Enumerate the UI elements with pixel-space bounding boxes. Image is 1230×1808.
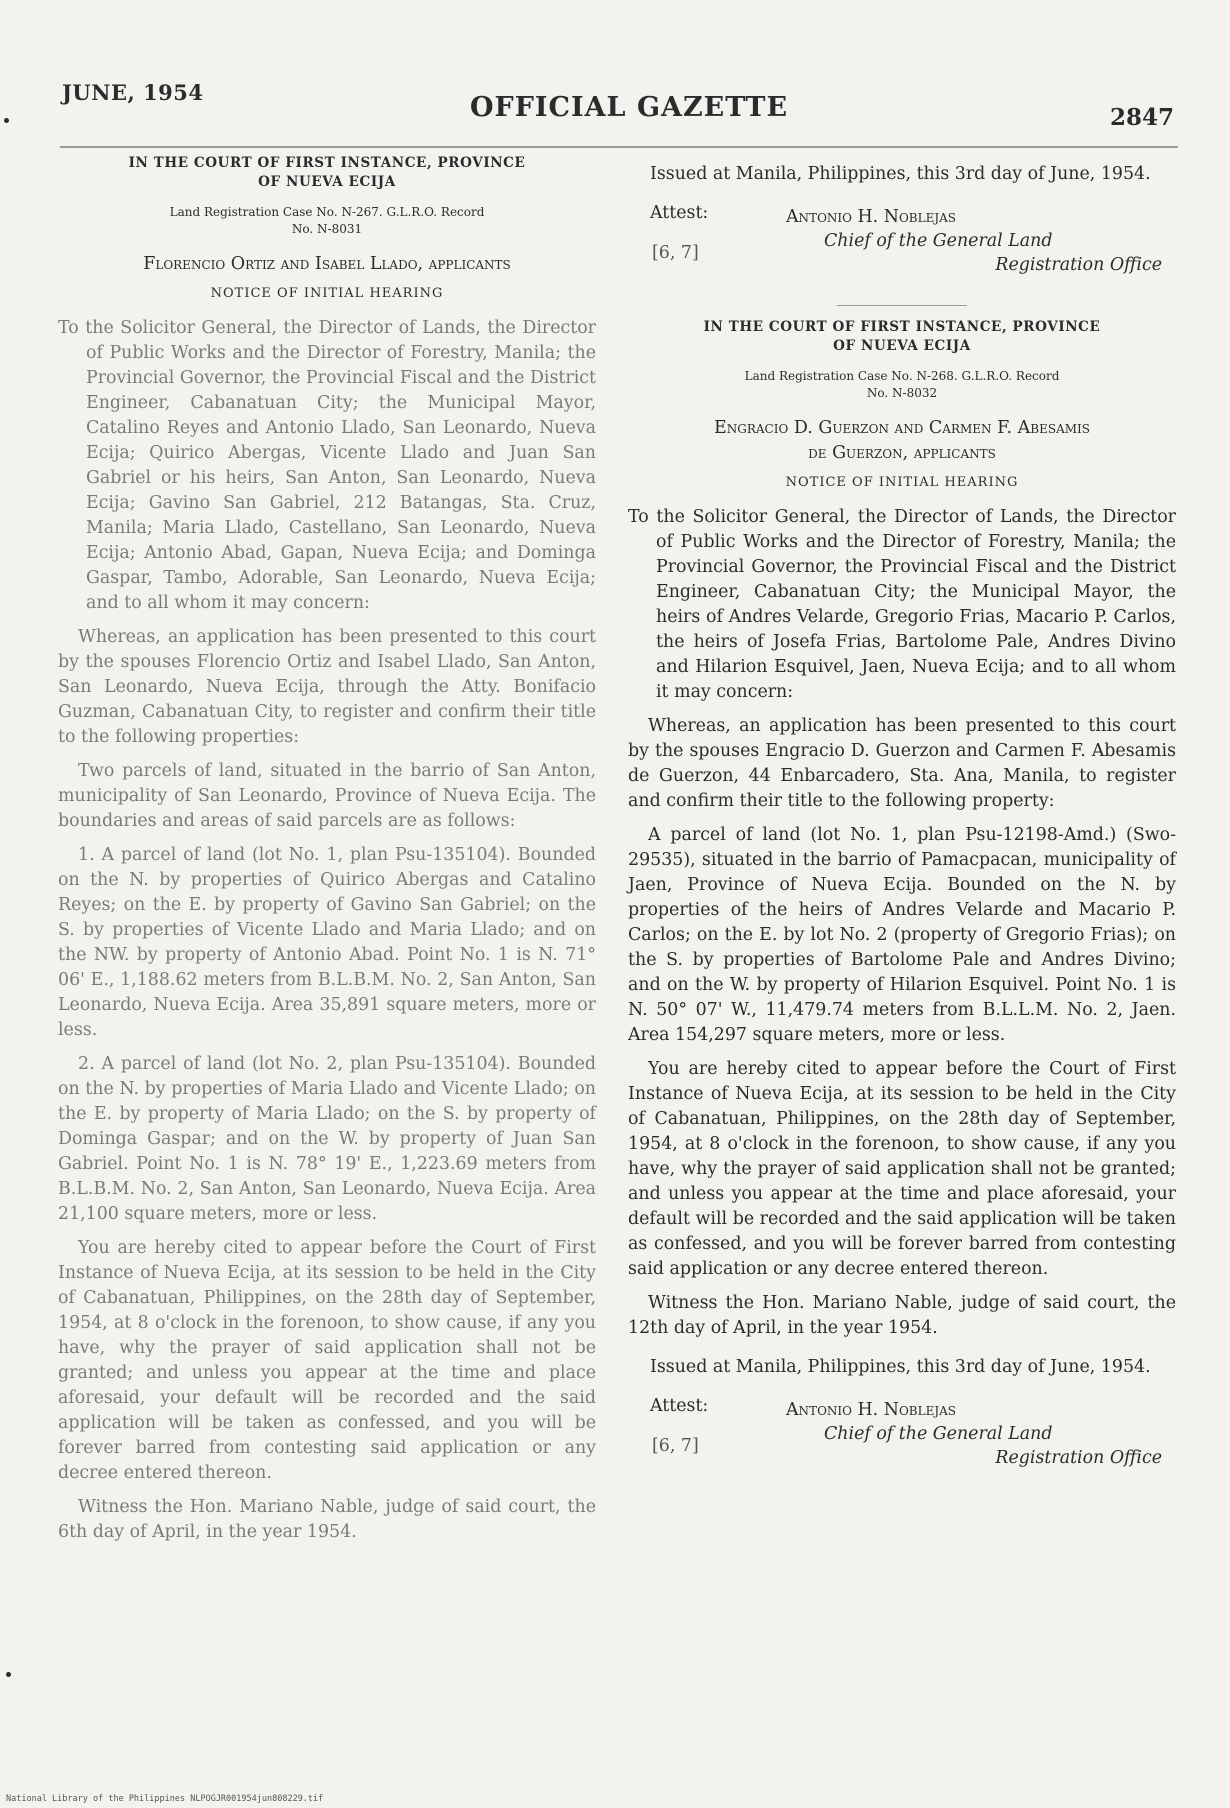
notice1-case-number: Land Registration Case No. N-267. G.L.R.O. Record No. N-8031 (169, 205, 485, 236)
issue-date: JUNE, 1954 (62, 80, 204, 105)
notice2-court-heading: IN THE COURT OF FIRST INSTANCE, PROVINCE OF NUEVA ECIJA (703, 319, 1101, 354)
publication-dates: [6, 7] (652, 1436, 699, 1456)
right-column (628, 148, 1176, 1476)
attest-title: Chief of the General Land (824, 231, 1053, 251)
notice2-paragraph: A parcel of land (lot No. 1, plan Psu-12198-Amd.) (Swo-29535), situated in the barrio of Pamacpacan, municipality of Jaen, Province of Nueva Ecija. Bounded on the N. by properties of the heirs of Andres Velarde and Macario P. Carlos; on the E. by lot No. 2 (property of Gregorio Frias); on the S. by properties of Bartolome Pale and Andres Divino; and on the W. by property of Hilarion Esquivel. Point No. 1 is N. 50° 07' W., 11,479.74 meters from B.L.L.M. No. 2, Jaen. Area 154,297 square meters, more or less. (628, 825, 1176, 1045)
notice1-paragraph: Two parcels of land, situated in the barrio of San Anton, municipality of San Leonardo, Province of Nueva Ecija. The boundaries and areas of said parcels are as follows: (58, 761, 596, 831)
publication-dates: [6, 7] (652, 243, 699, 263)
notice1-paragraph: Whereas, an application has been presented to this court by the spouses Florencio Ortiz and Isabel Llado, San Anton, San Leonardo, Nueva Ecija, through the Atty. Bonifacio Guzman, Cabanatuan City, to register and confirm their title to the following properties: (58, 627, 596, 747)
notice1-paragraph: 1. A parcel of land (lot No. 1, plan Psu-135104). Bounded on the N. by properties of Quirico Abergas and Catalino Reyes; on the E. by property of Gavino San Gabriel; on the S. by properties of Vicente Llado and Maria Llado; and on the NW. by property of Antonio Abad. Point No. 1 is N. 71° 06' E., 1,188.62 meters from B.L.B.M. No. 2, San Anton, San Leonardo, Nueva Ecija. Area 35,891 square meters, more or less. (58, 845, 596, 1040)
attest-name: Antonio H. Noblejas (786, 1400, 957, 1420)
attest-label: Attest: (650, 1396, 709, 1416)
notice1-applicants: Florencio Ortiz and Isabel Llado, applicants (143, 254, 511, 274)
notice1-paragraph: 2. A parcel of land (lot No. 2, plan Psu-135104). Bounded on the N. by properties of Maria Llado and Vicente Llado; on the E. by property of Maria Llado; on the S. by property of Dominga Gaspar; and on the W. by property of Juan San Gabriel. Point No. 1 is N. 78° 19' E., 1,223.69 meters from B.L.B.M. No. 2, San Anton, San Leonardo, Nueva Ecija. Area 21,100 square meters, more or less. (58, 1054, 596, 1224)
notice-separator (837, 305, 967, 306)
notice2-issued: Issued at Manila, Philippines, this 3rd day of June, 1954. (650, 1357, 1151, 1377)
notice1-attestation (628, 197, 1176, 283)
notice2-attestation (628, 1390, 1176, 1476)
notice1-paragraph: You are hereby cited to appear before the Court of First Instance of Nueva Ecija, at its session to be held in the City of Cabanatuan, Philippines, on the 28th day of September, 1954, at 8 o'clock in the forenoon, to show cause, if any you have, why the prayer of said application shall not be granted; and unless you appear at the time and place aforesaid, your default will be recorded and the said application will be taken as confessed, and you will be forever barred from contesting said application or any decree entered thereon. (58, 1238, 596, 1483)
notice1-issued: Issued at Manila, Philippines, this 3rd day of June, 1954. (650, 164, 1151, 184)
notice1-witness: Witness the Hon. Mariano Nable, judge of said court, the 6th day of April, in the year 1954. (58, 1497, 596, 1542)
attest-title: Chief of the General Land (824, 1424, 1053, 1444)
notice2-title: NOTICE OF INITIAL HEARING (785, 475, 1019, 490)
scan-footer: National Library of the Philippines NLPOGJR001954jun808229.tif (6, 1794, 324, 1804)
notice2-applicants: Engracio D. Guerzon and Carmen F. Abesamis de Guerzon, applicants (714, 418, 1090, 463)
punch-hole (6, 1672, 11, 1677)
left-column (58, 148, 596, 1545)
attest-title: Registration Office (995, 1448, 1162, 1468)
notice1-court-heading: IN THE COURT OF FIRST INSTANCE, PROVINCE OF NUEVA ECIJA (128, 155, 526, 190)
page-number: 2847 (1109, 104, 1174, 131)
attest-name: Antonio H. Noblejas (786, 207, 957, 227)
notice2-paragraph: Whereas, an application has been presented to this court by the spouses Engracio D. Guerzon and Carmen F. Abesamis de Guerzon, 44 Enbarcadero, Sta. Ana, Manila, to register and confirm their title to the following property: (628, 716, 1176, 811)
notice1-title: NOTICE OF INITIAL HEARING (210, 286, 444, 301)
notice2-addressee: To the Solicitor General, the Director of Lands, the Director of Public Works and the Director of Forestry, Manila; the Provincial Governor, the Provincial Fiscal and the District Engineer, Cabanatuan City; the Municipal Mayor, the heirs of Andres Velarde, Gregorio Frias, Macario P. Carlos, the heirs of Josefa Frias, Bartolome Pale, Andres Divino and Hilarion Esquivel, Jaen, Nueva Ecija; and to all whom it may concern: (628, 507, 1176, 702)
notice2-case-number: Land Registration Case No. N-268. G.L.R.O. Record No. N-8032 (744, 369, 1060, 400)
publication-title: OFFICIAL GAZETTE (470, 92, 789, 123)
attest-label: Attest: (650, 203, 709, 223)
notice2-paragraph: You are hereby cited to appear before the Court of First Instance of Nueva Ecija, at its session to be held in the City of Cabanatuan, Philippines, on the 28th day of September, 1954, at 8 o'clock in the forenoon, to show cause, if any you have, why the prayer of said application shall not be granted; and unless you appear at the time and place aforesaid, your default will be recorded and the said application will be taken as confessed, and you will be forever barred from contesting said application or any decree entered thereon. (628, 1059, 1176, 1279)
notice1-addressee: To the Solicitor General, the Director of Lands, the Director of Public Works and the Director of Forestry, Manila; the Provincial Governor, the Provincial Fiscal and the District Engineer, Cabanatuan City; the Municipal Mayor, Catalino Reyes and Antonio Llado, San Leonardo, Nueva Ecija; Quirico Abergas, Vicente Llado and Juan San Gabriel or his heirs, San Anton, San Leonardo, Nueva Ecija; Gavino San Gabriel, 212 Batangas, Sta. Cruz, Manila; Maria Llado, Castellano, San Leonardo, Nueva Ecija; Antonio Abad, Gapan, Nueva Ecija; and Dominga Gaspar, Tambo, Adorable, San Leonardo, Nueva Ecija; and to all whom it may concern: (58, 318, 596, 613)
notice2-witness: Witness the Hon. Mariano Nable, judge of said court, the 12th day of April, in the year 1954. (628, 1293, 1176, 1338)
attest-title: Registration Office (995, 255, 1162, 275)
punch-hole (4, 118, 9, 123)
